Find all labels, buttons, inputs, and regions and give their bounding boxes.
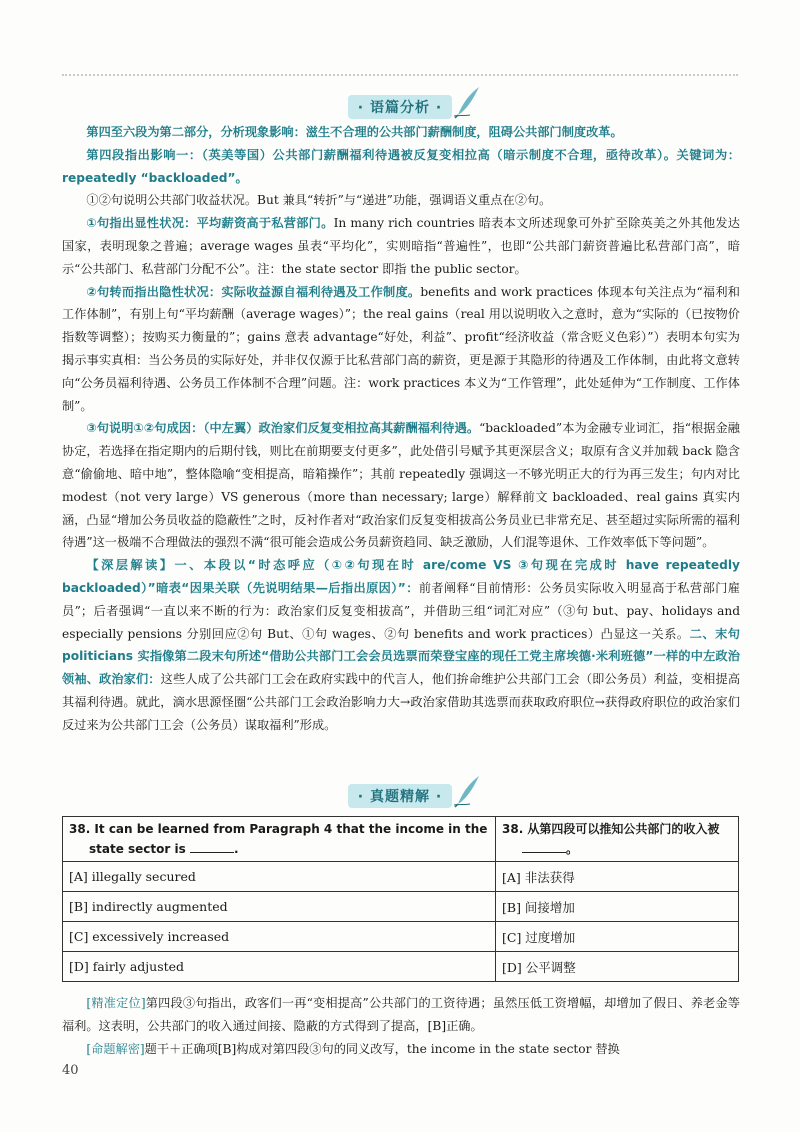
analysis-p6-head: ③句说明①②句成因：（中左翼）政治家们反复变相拉高其薪酬福利待遇。 [86, 421, 480, 436]
quill-pen-icon [452, 774, 482, 808]
proposition-decode-label: [命题解密] [86, 1041, 145, 1056]
precise-location-text: 第四段③句指出，政客们一再“变相提高”公共部门的工资待遇；虽然压低工资增幅，却增加了假日、养老金等福利。这表明，公共部门的收入通过间接、隐蔽的方式得到了提高，[B]正确。 [62, 996, 740, 1033]
proposition-decode-text: 题干＋正确项[B]构成对第四段③句的同义改写，the income in the state sector 替换 [144, 1041, 620, 1056]
option-a-zh: [A] 非法获得 [496, 862, 739, 892]
quill-pen-icon [452, 85, 482, 119]
analysis-body [62, 121, 740, 737]
deep-reading-head-2: 二、末句 politicians 实指像第二段末句所述“借助公共部门工会会员选票而荣登宝座的现任工党主席埃德·米利班德”一样的中左政治领袖、政治家们： [62, 626, 740, 687]
question-stem-en: 38. It can be learned from Paragraph 4 that the income in the state sector is . [63, 817, 496, 862]
option-d-en: [D] fairly adjusted [63, 952, 496, 982]
analysis-p3: ①②句说明公共部门收益状况。But 兼具“转折”与“递进”功能，强调语义重点在②句。 [86, 193, 552, 208]
option-c-en: [C] excessively increased [63, 922, 496, 952]
option-c-zh: [C] 过度增加 [496, 922, 739, 952]
section-title-exam-text: · 真题精解 · [357, 789, 443, 805]
top-dotted-divider [62, 74, 738, 76]
section-title-analysis-text: · 语篇分析 · [357, 100, 443, 116]
explanation-body [62, 992, 740, 1060]
deep-reading-label: 【深层解读】 [86, 558, 175, 573]
deep-reading-body-1: 前者阐释“目前情形：公务员实际收入明显高于私营部门雇员”；后者强调“一直以来不断的行为：政治家们反复变相拔高”，并借助三组“词汇对应”（③句 but、pay、holidays and especially pensions 分别回应②句 But、①句 wages、②句 benefits and work practices）凸显这一关系。 [62, 580, 740, 641]
analysis-p6-body: “backloaded”本为金融专业词汇，指“根据金融协定，若选择在指定期内的后期付钱，则比在前期要支付更多”，此处借引号赋予其更深层含义；取原有含义并加载 back 隐含意“偷偷地、暗中地”，整体隐喻“变相提高，暗箱操作”；其前 repeatedly 强调这一不够光明正大的行为再三发生；句内对比 modest（not very large）VS generous（more than necessary; large）解释前文 backloaded、real gains 真实内涵，凸显“增加公务员收益的隐蔽性”之时，反衬作者对“政治家们反复变相拔高公务员业已非常充足、甚至超过实际所需的福利待遇”这一极端不合理做法的强烈不满“很可能会造成公务员薪资趋同、缺乏激励，人们混等退休、工作效率低下等问题”。 [62, 421, 740, 550]
analysis-p5-body: benefits and work practices 体现本句关注点为“福利和工作体制”，有别上句“平均薪酬（average wages）”；the real gains（real 用以说明收入之意时，意为“实际的（已按物价指数等调整）；按购买力衡量的”；gains 意表 advantage“好处，利益”、profit“经济收益（常含贬义色彩）”）表明本句实为揭示事实真相：当公务员的实际好处，并非仅仅源于比私营部门高的薪资，更是源于其隐形的待遇及工作体制，由此将文意转向“公务员福利待遇、公务员工作体制不合理”问题。注：work practices 本义为“工作管理”，此处延伸为“工作制度、工作体制”。 [62, 284, 740, 413]
option-a-en: [A] illegally secured [63, 862, 496, 892]
question-stem-zh: 38. 从第四段可以推知公共部门的收入被。 [496, 817, 739, 862]
precise-location-label: [精准定位] [86, 996, 146, 1010]
analysis-p5-head: ②句转而指出隐性状况：实际收益源自福利待遇及工作制度。 [86, 284, 421, 299]
deep-reading-head-1: 一、本段以“时态呼应（①②句现在时 are/come VS ③句现在完成时 have repeatedly backloaded）”暗表“因果关联（先说明结果—后指出原因）”： [62, 558, 740, 595]
section-title-analysis [348, 95, 452, 119]
option-b-zh: [B] 间接增加 [496, 892, 739, 922]
analysis-p4-head: ①句指出显性状况：平均薪资高于私营部门。 [86, 216, 334, 231]
question-table [62, 816, 739, 982]
analysis-p4-body: In many rich countries 暗表本文所述现象可外扩至除英美之外其他发达国家，表明现象之普遍；average wages 虽表“平均化”，实则暗指“普遍性”，也即“公共部门薪资普遍比私营部门高”，暗示“公共部门、私营部门分配不公”。注：the state sector 即指 the public sector。 [62, 216, 740, 276]
section-title-exam [348, 784, 452, 808]
analysis-p2: 第四段指出影响一：（英美等国）公共部门薪酬福利待遇被反复变相拉高（暗示制度不合理，亟待改革）。关键词为：repeatedly “backloaded”。 [62, 147, 740, 185]
option-d-zh: [D] 公平调整 [496, 952, 739, 982]
deep-reading-body-2: 这些人成了公共部门工会在政府实践中的代言人，他们拚命维护公共部门工会（即公务员）利益，变相提高其福利待遇。就此，滴水思源怪圈“公共部门工会政治影响力大→政治家借助其选票而获取政府职位→获得政府职位的政治家们反过来为公共部门工会（公务员）谋取福利”形成。 [62, 672, 741, 732]
page-number: 40 [62, 1063, 79, 1078]
option-b-en: [B] indirectly augmented [63, 892, 496, 922]
analysis-p1: 第四至六段为第二部分，分析现象影响：滋生不合理的公共部门薪酬制度，阻碍公共部门制度改革。 [86, 125, 623, 139]
